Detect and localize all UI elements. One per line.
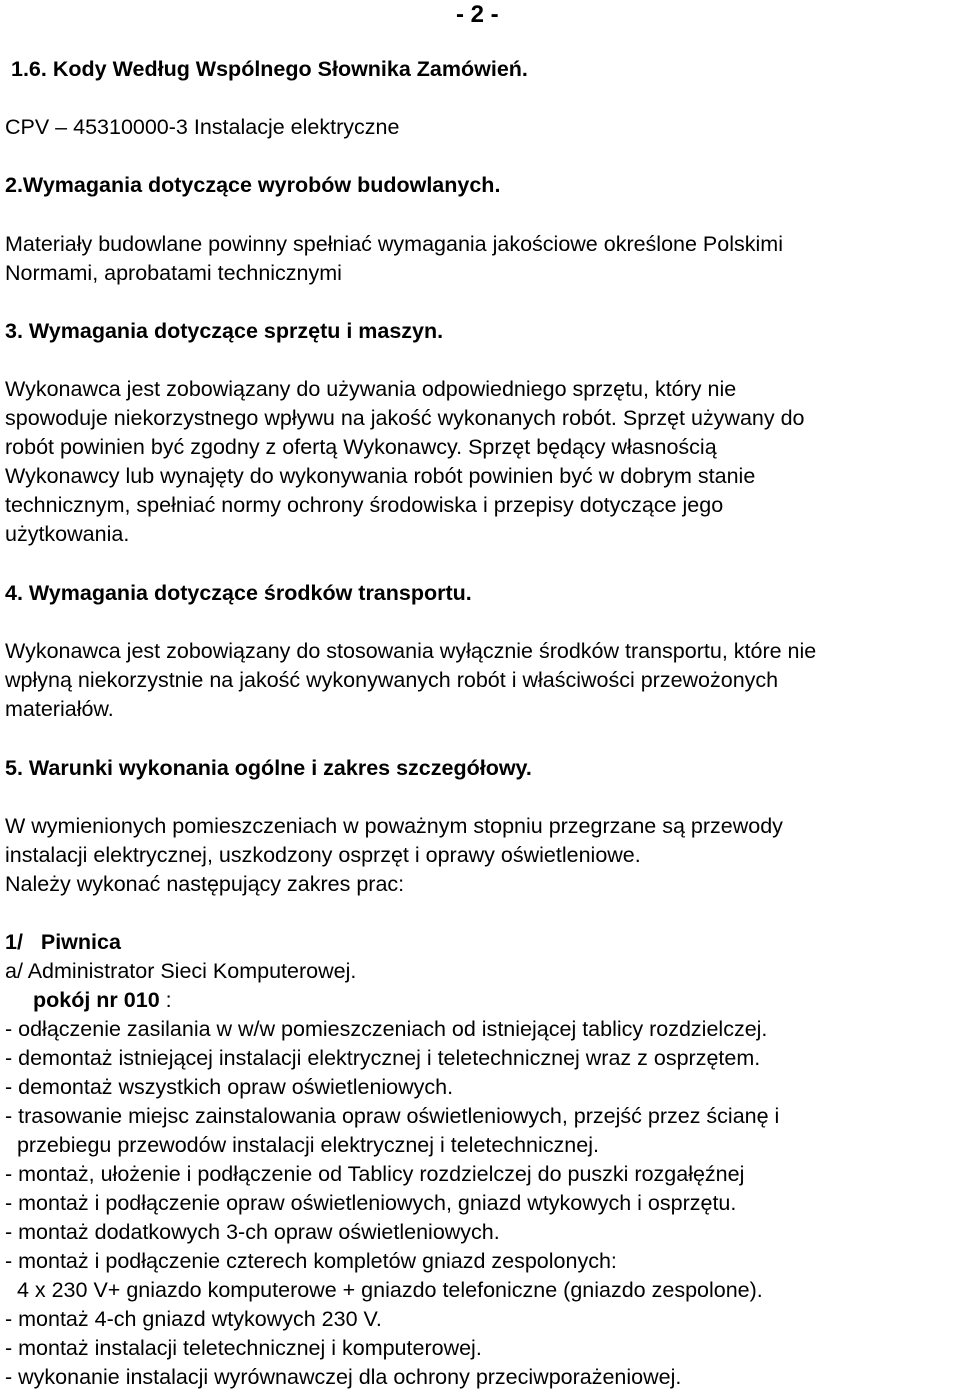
piwnica-heading: 1/ Piwnica [5, 930, 121, 954]
section-3-heading: 3. Wymagania dotyczące sprzętu i maszyn. [5, 319, 444, 343]
paragraph-line: wpłyną niekorzystnie na jakość wykonywanych robót i właściwości przewożonych [5, 668, 779, 692]
paragraph-line: robót powinien być zgodny z ofertą Wykonawcy. Sprzęt będący własnością [5, 435, 717, 459]
work-item: - trasowanie miejsc zainstalowania opraw oświetleniowych, przejść przez ścianę i [5, 1104, 780, 1128]
paragraph-line: Materiały budowlane powinny spełniać wymagania jakościowe określone Polskimi [5, 232, 783, 256]
paragraph-line: Wykonawca jest zobowiązany do stosowania wyłącznie środków transportu, które nie [5, 639, 817, 663]
paragraph-line: Wykonawca jest zobowiązany do używania odpowiedniego sprzętu, który nie [5, 377, 737, 401]
work-item: - montaż, ułożenie i podłączenie od Tablicy rozdzielczej do puszki rozgałęźnej [5, 1162, 745, 1186]
paragraph-line: technicznym, spełniać normy ochrony środowiska i przepisy dotyczące jego [5, 493, 724, 517]
work-item: - montaż 4-ch gniazd wtykowych 230 V. [5, 1307, 382, 1331]
work-item: - montaż instalacji teletechnicznej i komputerowej. [5, 1336, 482, 1360]
paragraph-line: instalacji elektrycznej, uszkodzony osprzęt i oprawy oświetleniowe. [5, 843, 641, 867]
work-item: - wykonanie instalacji wyrównawczej dla ochrony przeciwporażeniowej. [5, 1365, 682, 1389]
paragraph-line: Wykonawcy lub wynajęty do wykonywania robót powinien być w dobrym stanie [5, 464, 756, 488]
work-item: - odłączenie zasilania w w/w pomieszczeniach od istniejącej tablicy rozdzielczej. [5, 1017, 768, 1041]
paragraph-line: użytkowania. [5, 522, 130, 546]
work-item-continuation: przebiegu przewodów instalacji elektrycznej i teletechnicznej. [5, 1133, 599, 1157]
section-4-heading: 4. Wymagania dotyczące środków transportu. [5, 581, 472, 605]
paragraph-line: materiałów. [5, 697, 114, 721]
paragraph-line: Należy wykonać następujący zakres prac: [5, 872, 405, 896]
section-2-heading: 2.Wymagania dotyczące wyrobów budowlanych. [5, 173, 501, 197]
page-number: - 2 - [456, 1, 499, 28]
work-item: - demontaż wszystkich opraw oświetleniowych. [5, 1075, 454, 1099]
paragraph-line: W wymienionych pomieszczeniach w poważnym stopniu przegrzane są przewody [5, 814, 783, 838]
work-item: - montaż dodatkowych 3-ch opraw oświetleniowych. [5, 1220, 500, 1244]
room-label: pokój nr 010 [33, 988, 160, 1012]
section-title: Kody Według Wspólnego Słownika Zamówień. [52, 57, 528, 81]
paragraph-line: spowoduje niekorzystnego wpływu na jakość wykonanych robót. Sprzęt używany do [5, 406, 805, 430]
work-item-continuation: 4 x 230 V+ gniazdo komputerowe + gniazdo telefoniczne (gniazdo zespolone). [5, 1278, 763, 1302]
work-item: - montaż i podłączenie czterech kompletów gniazd zespolonych: [5, 1249, 617, 1273]
cpv-code-line: CPV – 45310000-3 Instalacje elektryczne [5, 115, 400, 139]
work-item: - demontaż istniejącej instalacji elektrycznej i teletechnicznej wraz z osprzętem. [5, 1046, 761, 1070]
room-line [33, 990, 172, 1012]
section-number: 1.6. [11, 57, 47, 81]
paragraph-line: Normami, aprobatami technicznymi [5, 261, 342, 285]
section-5-heading: 5. Warunki wykonania ogólne i zakres szczegółowy. [5, 756, 532, 780]
work-item: - montaż i podłączenie opraw oświetleniowych, gniazd wtykowych i osprzętu. [5, 1191, 737, 1215]
section-1-6-heading [11, 59, 528, 81]
room-suffix: : [159, 988, 172, 1012]
admin-line: a/ Administrator Sieci Komputerowej. [5, 959, 357, 983]
